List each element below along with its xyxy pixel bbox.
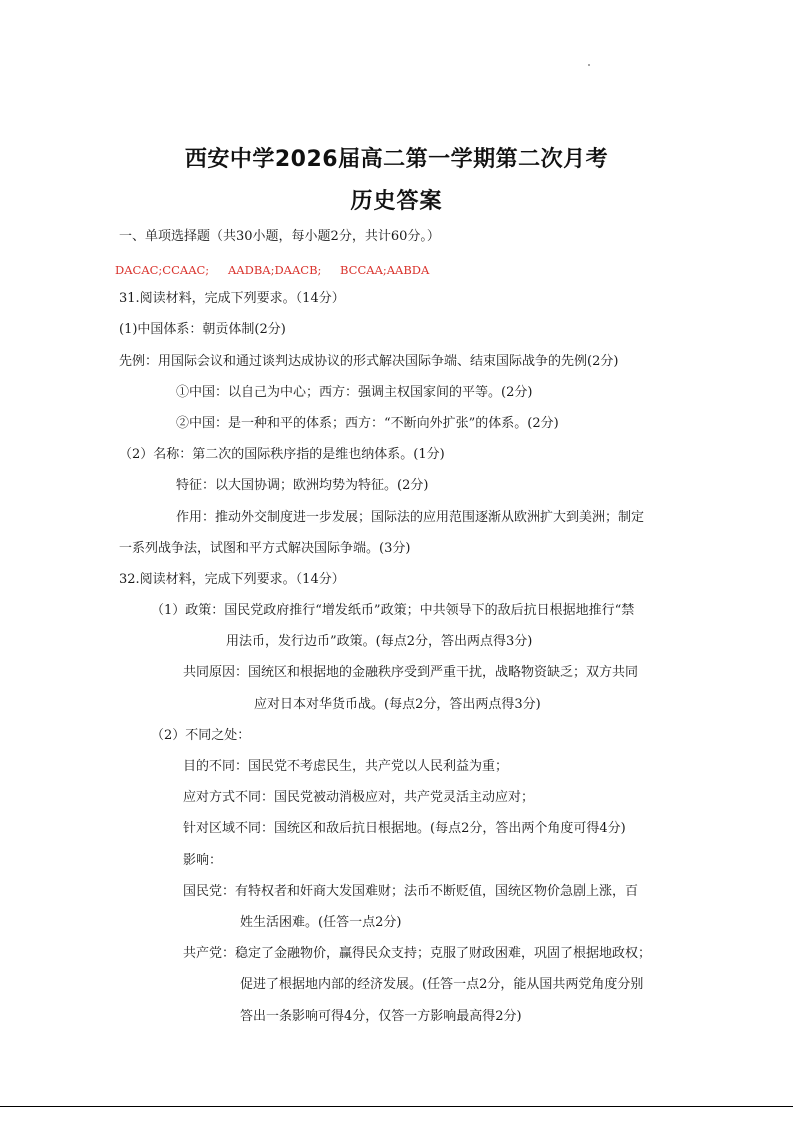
q32-purpose: 目的不同：国民党不考虑民生，共产党以人民利益为重； bbox=[183, 759, 509, 774]
q32-kmt-line2: 姓生活困难。(任答一点2分) bbox=[240, 915, 402, 930]
bottom-border bbox=[0, 1106, 793, 1107]
q31-part1: (1)中国体系：朝贡体制(2分) bbox=[119, 322, 286, 337]
q32-cpc-line2: 促进了根据地内部的经济发展。(任答一点2分，能从国共两党角度分别 bbox=[240, 977, 644, 992]
q31-precedent: 先例：用国际会议和通过谈判达成协议的形式解决国际争端、结束国际战争的先例(2分) bbox=[119, 354, 619, 369]
answer-group-1: DACAC;CCAAC; bbox=[115, 263, 210, 277]
answer-group-3: BCCAA;AABDA bbox=[340, 263, 430, 277]
q32-cpc-line1: 共产党：稳定了金融物价，赢得民众支持；克服了财政困难，巩固了根据地政权； bbox=[183, 946, 652, 961]
q31-heading: 31.阅读材料，完成下列要求。（14分） bbox=[119, 291, 345, 306]
q32-region: 针对区域不同：国统区和敌后抗日根据地。(每点2分，答出两个角度可得4分) bbox=[183, 821, 626, 836]
q31-point1: ①中国：以自己为中心；西方：强调主权国家间的平等。(2分) bbox=[176, 385, 533, 400]
q32-cause-line1: 共同原因：国统区和根据地的金融秩序受到严重干扰，战略物资缺乏；双方共同 bbox=[183, 665, 639, 680]
q31-point2: ②中国：是一种和平的体系；西方：“不断向外扩张”的体系。(2分) bbox=[176, 416, 559, 431]
page-subtitle: 历史答案 bbox=[350, 189, 443, 214]
q32-kmt-line1: 国民党：有特权者和奸商大发国难财；法币不断贬值，国统区物价急剧上涨，百 bbox=[183, 884, 639, 899]
q32-heading: 32.阅读材料，完成下列要求。（14分） bbox=[119, 572, 345, 587]
q32-policy-line1: （1）政策：国民党政府推行“增发纸币”政策；中共领导下的敌后抗日根据地推行“禁 bbox=[151, 603, 635, 618]
q31-effect-line1: 作用：推动外交制度进一步发展；国际法的应用范围逐渐从欧洲扩大到美洲；制定 bbox=[176, 510, 645, 525]
q32-impact-heading: 影响： bbox=[183, 853, 223, 868]
page-title: 西安中学2026届高二第一学期第二次月考 bbox=[184, 147, 609, 172]
q32-policy-line2: 用法币，发行边币”政策。(每点2分，答出两点得3分) bbox=[226, 634, 533, 649]
scan-speck bbox=[588, 64, 590, 66]
section1-heading: 一、单项选择题（共30小题，每小题2分，共计60分。） bbox=[119, 229, 440, 244]
q32-cause-line2: 应对日本对华货币战。(每点2分，答出两点得3分) bbox=[254, 697, 541, 712]
answer-group-2: AADBA;DAACB; bbox=[228, 263, 322, 277]
q31-effect-line2: 一系列战争法，试图和平方式解决国际争端。(3分) bbox=[119, 541, 411, 556]
q31-part2-name: （2）名称：第二次的国际秩序指的是维也纳体系。(1分) bbox=[119, 447, 445, 462]
q32-approach: 应对方式不同：国民党被动消极应对，共产党灵活主动应对； bbox=[183, 790, 535, 805]
q32-part2-heading: （2）不同之处： bbox=[151, 728, 251, 743]
q32-cpc-line3: 答出一条影响可得4分，仅答一方影响最高得2分) bbox=[240, 1009, 522, 1024]
q31-feature: 特征：以大国协调；欧洲均势为特征。(2分) bbox=[176, 478, 429, 493]
